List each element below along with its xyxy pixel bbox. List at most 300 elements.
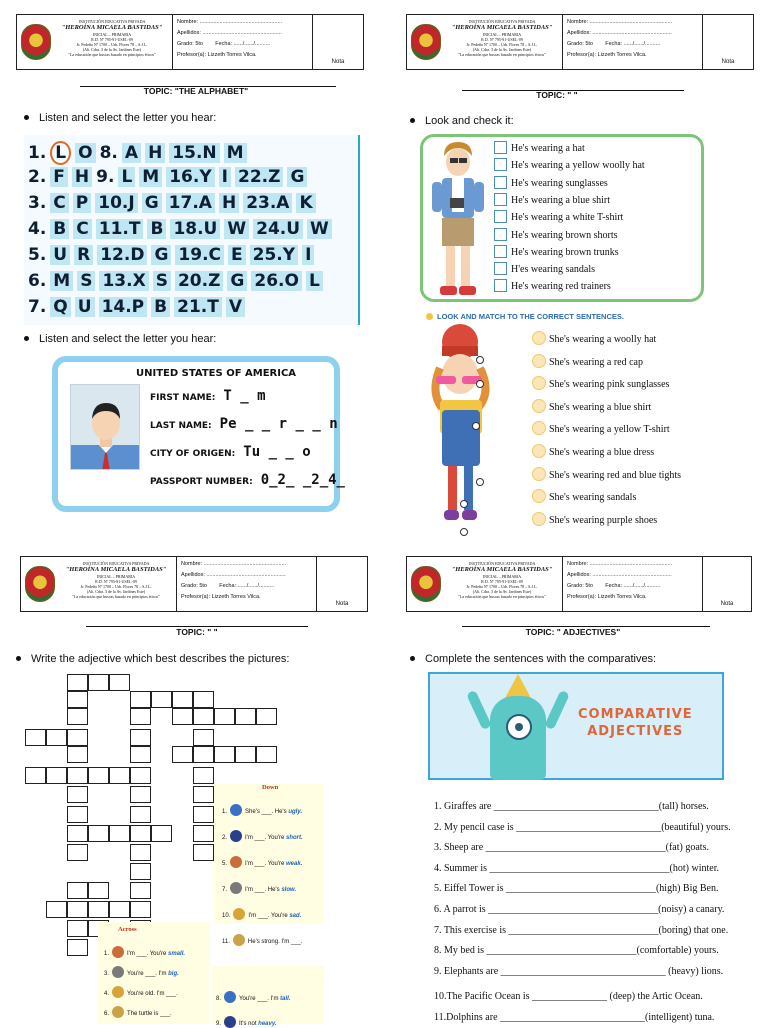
crossword-cell[interactable] bbox=[130, 806, 151, 823]
clue-number: 8. bbox=[216, 996, 222, 1002]
checkbox-icon[interactable] bbox=[494, 141, 507, 154]
crossword-cell[interactable] bbox=[67, 882, 88, 899]
monster-arm-left bbox=[466, 690, 492, 730]
crossword-cell[interactable] bbox=[67, 806, 88, 823]
crossword-cell[interactable] bbox=[46, 901, 67, 918]
down-clue bbox=[222, 804, 302, 816]
match-circle-icon[interactable] bbox=[532, 467, 546, 481]
checkbox-icon[interactable] bbox=[494, 228, 507, 241]
crossword-cell[interactable] bbox=[235, 708, 256, 725]
grado-fecha-row bbox=[567, 583, 698, 594]
letter-option[interactable]: O bbox=[75, 143, 95, 163]
match-item[interactable] bbox=[532, 399, 651, 413]
comparative-sentence[interactable]: 10.The Pacific Ocean is _______________ (deep) the Artic Ocean. bbox=[434, 991, 703, 1003]
clue-text: I'm ___. You're bbox=[248, 913, 290, 919]
clue-text: You're old. I'm ___. bbox=[127, 991, 178, 997]
school-name: "HEROÍNA MICAELA BASTIDAS" bbox=[61, 24, 163, 31]
checkbox-icon[interactable] bbox=[494, 176, 507, 189]
apellidos-field[interactable]: Apellidos: .................................................... bbox=[177, 30, 282, 36]
clue-text: It's not bbox=[239, 1021, 259, 1027]
match-circle-icon[interactable] bbox=[532, 376, 546, 390]
instruction-passport bbox=[24, 333, 216, 345]
instruction-check bbox=[410, 115, 514, 127]
match-circle-icon[interactable] bbox=[532, 421, 546, 435]
letter-option[interactable]: A bbox=[122, 143, 141, 163]
comparative-banner bbox=[428, 672, 724, 780]
check-item[interactable] bbox=[494, 245, 619, 258]
check-item[interactable] bbox=[494, 193, 610, 206]
grado-fecha-row bbox=[181, 583, 312, 594]
crossword-cell[interactable] bbox=[67, 691, 88, 708]
letter-option[interactable]: I bbox=[219, 167, 231, 187]
letter-option[interactable]: 10.J bbox=[95, 193, 137, 213]
bullet-icon bbox=[410, 656, 415, 661]
letter-option[interactable]: M bbox=[224, 143, 247, 163]
crossword-cell[interactable] bbox=[172, 691, 193, 708]
letter-option[interactable]: 26.O bbox=[251, 271, 302, 291]
city-label: CITY OF ORIGEN: bbox=[150, 449, 236, 459]
fecha-field[interactable]: Fecha: ....../....../.......... bbox=[605, 583, 661, 589]
across-clue bbox=[216, 1016, 277, 1028]
first-name-row bbox=[150, 388, 266, 404]
comparative-sentence[interactable]: 2. My pencil case is _____________________________(beautiful) yours. bbox=[434, 821, 731, 833]
match-circle-icon[interactable] bbox=[532, 354, 546, 368]
first-name-value[interactable]: T _ m bbox=[223, 388, 266, 404]
match-item-label: She's wearing red and blue tights bbox=[549, 469, 682, 481]
comparative-sentence[interactable]: 6. A parrot is __________________________________(noisy) a canary. bbox=[434, 904, 725, 915]
match-dot[interactable] bbox=[472, 422, 480, 430]
student-fields bbox=[177, 557, 317, 611]
first-name-label: FIRST NAME: bbox=[150, 393, 216, 403]
clue-word: heavy. bbox=[258, 1021, 277, 1027]
crossword-cell[interactable] bbox=[109, 767, 130, 784]
instruction-alphabet bbox=[24, 112, 216, 124]
letter-option[interactable]: L bbox=[306, 271, 323, 291]
nombre-field[interactable]: Nombre: ...................................................... bbox=[181, 561, 287, 567]
city-row bbox=[150, 444, 311, 460]
checkbox-icon[interactable] bbox=[494, 279, 507, 292]
letter-option[interactable]: B bbox=[147, 219, 166, 239]
crossword-cell[interactable] bbox=[109, 825, 130, 842]
nota-label: Nota bbox=[331, 59, 345, 65]
letter-option[interactable]: C bbox=[73, 219, 91, 239]
bullet-icon bbox=[16, 656, 21, 661]
match-circle-icon[interactable] bbox=[532, 489, 546, 503]
crossword-cell[interactable] bbox=[109, 674, 130, 691]
letter-option[interactable]: H bbox=[72, 167, 92, 187]
fecha-field[interactable]: Fecha: ....../....../.......... bbox=[219, 583, 275, 589]
clue-text: I'm ___. He's bbox=[245, 887, 282, 893]
crossword-cell[interactable] bbox=[67, 825, 88, 842]
check-item-label: He's wearing sunglasses bbox=[511, 177, 608, 189]
match-dot[interactable] bbox=[460, 500, 468, 508]
crossword-cell[interactable] bbox=[193, 786, 214, 803]
crossword-cell[interactable] bbox=[151, 691, 172, 708]
crossword-cell[interactable] bbox=[46, 767, 67, 784]
crossword-cell[interactable] bbox=[193, 729, 214, 746]
crossword-cell[interactable] bbox=[130, 882, 151, 899]
bullet-icon bbox=[24, 336, 29, 341]
crossword-cell[interactable] bbox=[67, 786, 88, 803]
grado-label: Grado: 5to bbox=[181, 583, 207, 589]
letter-option[interactable]: 19.C bbox=[175, 245, 224, 265]
crossword-cell[interactable] bbox=[130, 825, 151, 842]
clue-number: 5. bbox=[222, 861, 228, 867]
comparative-sentence[interactable]: 5. Eiffel Tower is ______________________________(high) Big Ben. bbox=[434, 883, 719, 895]
school-type: INSTITUCIÓN EDUCATIVA PRIVADA bbox=[468, 19, 536, 24]
clue-number: 1. bbox=[222, 809, 228, 815]
checkbox-icon[interactable] bbox=[494, 210, 507, 223]
school-motto: "La educación que buscas basado en principios éticos" bbox=[458, 594, 546, 599]
check-item[interactable] bbox=[494, 262, 595, 275]
letter-option[interactable]: G bbox=[151, 245, 171, 265]
check-item[interactable] bbox=[494, 141, 585, 154]
letter-option[interactable]: Q bbox=[50, 297, 70, 317]
down-title: Down bbox=[262, 784, 279, 791]
school-address: Jr. Pedeña Nº 1700 – Urb. Flores 78 – S.J.L. bbox=[80, 584, 152, 589]
alphabet-grid bbox=[24, 135, 360, 325]
letter-option[interactable]: U bbox=[50, 245, 70, 265]
across-clue bbox=[216, 991, 290, 1003]
nota-label: Nota bbox=[720, 601, 734, 607]
bullet-icon bbox=[410, 118, 415, 123]
match-item[interactable] bbox=[532, 421, 670, 435]
letter-option[interactable]: B bbox=[50, 219, 69, 239]
down-clue bbox=[222, 882, 296, 894]
check-item[interactable] bbox=[494, 210, 623, 223]
match-item[interactable] bbox=[532, 467, 681, 481]
crossword-cell[interactable] bbox=[130, 767, 151, 784]
city-value[interactable]: Tu _ _ o bbox=[243, 444, 311, 460]
comparative-sentence[interactable]: 9. Elephants are _________________________________ (heavy) lions. bbox=[434, 965, 724, 977]
comparative-sentence[interactable]: 7. This exercise is ______________________________(boring) that one. bbox=[434, 924, 729, 936]
profesor-label: Profesor(a): Lizzeth Torres Vilca. bbox=[181, 594, 261, 600]
checkbox-icon[interactable] bbox=[494, 245, 507, 258]
comparative-sentence[interactable]: 1. Giraffes are _________________________________(tall) horses. bbox=[434, 801, 709, 812]
school-levels: INICIAL – PRIMARIA bbox=[92, 32, 132, 37]
row-number: 1. bbox=[28, 143, 47, 163]
topic-alphabet: TOPIC: "THE ALPHABET" bbox=[143, 86, 249, 96]
person-icon bbox=[71, 385, 140, 470]
clue-text: I'm ___. You're bbox=[245, 835, 287, 841]
crossword-cell[interactable] bbox=[67, 674, 88, 691]
nota-box[interactable] bbox=[703, 557, 751, 611]
passport-photo bbox=[70, 384, 140, 470]
clue-word: big. bbox=[168, 971, 179, 977]
profesor-label: Profesor(a): Lizzeth Torres Vilca. bbox=[177, 52, 257, 58]
crossword-cell[interactable] bbox=[130, 746, 151, 763]
crossword-cell[interactable] bbox=[88, 767, 109, 784]
crossword-cell[interactable] bbox=[130, 863, 151, 880]
letter-option[interactable]: W bbox=[307, 219, 332, 239]
crossword-cell[interactable] bbox=[193, 767, 214, 784]
letter-option[interactable]: H bbox=[219, 193, 239, 213]
last-name-label: LAST NAME: bbox=[150, 421, 212, 431]
school-levels: INICIAL – PRIMARIA bbox=[482, 574, 522, 579]
letter-option[interactable]: G bbox=[287, 167, 307, 187]
letter-option[interactable]: W bbox=[224, 219, 249, 239]
crossword-cell[interactable] bbox=[151, 825, 172, 842]
letter-option[interactable]: M bbox=[50, 271, 73, 291]
check-item[interactable] bbox=[494, 228, 618, 241]
nota-box[interactable] bbox=[317, 557, 367, 611]
letter-option[interactable]: M bbox=[139, 167, 162, 187]
clue-number: 11. bbox=[222, 939, 230, 945]
clue-picture-icon bbox=[230, 830, 242, 842]
nombre-field[interactable]: Nombre: ...................................................... bbox=[567, 19, 673, 25]
crossword-cell[interactable] bbox=[67, 708, 88, 725]
crossword-cell[interactable] bbox=[193, 825, 214, 842]
apellidos-field[interactable]: Apellidos: .................................................... bbox=[567, 572, 672, 578]
letter-option[interactable]: 13.X bbox=[99, 271, 148, 291]
clue-number: 1. bbox=[104, 951, 110, 957]
school-address: Jr. Pedeña Nº 1700 – Urb. Flores 78 – S.J.L. bbox=[76, 42, 148, 47]
school-rd: R.D. Nº 795-91-USEL-09 bbox=[91, 37, 133, 42]
letter-option[interactable]: I bbox=[302, 245, 314, 265]
crossword-cell[interactable] bbox=[88, 901, 109, 918]
crossword-cell[interactable] bbox=[130, 691, 151, 708]
match-item-label: She's wearing sandals bbox=[549, 492, 637, 504]
check-item-label: He's wearing a hat bbox=[511, 143, 585, 154]
crossword-cell[interactable] bbox=[88, 825, 109, 842]
check-item-label: He's wearing brown shorts bbox=[511, 229, 618, 241]
crossword-cell[interactable] bbox=[193, 806, 214, 823]
crossword-cell[interactable] bbox=[67, 939, 88, 956]
letter-option[interactable]: 21.T bbox=[174, 297, 222, 317]
school-info bbox=[407, 15, 563, 69]
apellidos-field[interactable]: Apellidos: .................................................... bbox=[181, 572, 286, 578]
profesor-label: Profesor(a): Lizzeth Torres Vilca. bbox=[567, 52, 647, 58]
school-rd: R.D. Nº 795-91-USEL-09 bbox=[481, 579, 523, 584]
crossword-cell[interactable] bbox=[88, 674, 109, 691]
crossword-cell[interactable] bbox=[130, 786, 151, 803]
match-item[interactable] bbox=[532, 354, 643, 368]
instruction-text: Write the adjective which best describes the pictures: bbox=[31, 653, 290, 665]
checkbox-icon[interactable] bbox=[494, 262, 507, 275]
crossword-cell[interactable] bbox=[67, 920, 88, 937]
crossword-cell[interactable] bbox=[130, 708, 151, 725]
check-item[interactable] bbox=[494, 176, 608, 189]
crossword-cell[interactable] bbox=[67, 901, 88, 918]
letter-option[interactable]: L bbox=[118, 167, 135, 187]
letter-option[interactable]: B bbox=[151, 297, 170, 317]
clue-text: You're ___. I'm bbox=[127, 971, 169, 977]
crossword-cell[interactable] bbox=[130, 901, 151, 918]
letter-option[interactable]: 17.A bbox=[166, 193, 215, 213]
crossword-cell[interactable] bbox=[88, 882, 109, 899]
across-clue bbox=[104, 986, 178, 998]
nombre-field[interactable]: Nombre: ...................................................... bbox=[177, 19, 283, 25]
crossword-cell[interactable] bbox=[25, 767, 46, 784]
crossword-cell[interactable] bbox=[130, 729, 151, 746]
letter-option[interactable]: 11.T bbox=[96, 219, 144, 239]
letter-option[interactable]: H bbox=[145, 143, 165, 163]
letter-option[interactable]: R bbox=[74, 245, 93, 265]
letter-option[interactable]: G bbox=[227, 271, 247, 291]
crossword-cell[interactable] bbox=[172, 708, 193, 725]
crossword-cell[interactable] bbox=[67, 746, 88, 763]
across-clue bbox=[104, 946, 185, 958]
bullet-icon bbox=[24, 115, 29, 120]
clue-picture-icon bbox=[230, 856, 242, 868]
letter-option[interactable]: F bbox=[50, 167, 68, 187]
check-item[interactable] bbox=[494, 158, 645, 171]
fecha-field[interactable]: Fecha: ....../....../.......... bbox=[215, 41, 271, 47]
school-type: INSTITUCIÓN EDUCATIVA PRIVADA bbox=[82, 561, 150, 566]
clue-word: weak. bbox=[286, 861, 303, 867]
match-circle-icon[interactable] bbox=[532, 331, 546, 345]
grado-label: Grado: 5to bbox=[567, 583, 593, 589]
clue-picture-icon bbox=[224, 991, 236, 1003]
nota-label: Nota bbox=[721, 59, 735, 65]
across-title: Across bbox=[118, 926, 137, 933]
letter-option[interactable]: L bbox=[50, 141, 71, 165]
letter-option[interactable]: 24.U bbox=[253, 219, 303, 239]
crossword-cell[interactable] bbox=[193, 691, 214, 708]
clue-picture-icon bbox=[233, 908, 245, 920]
crossword-cell[interactable] bbox=[109, 901, 130, 918]
clue-word: sad. bbox=[289, 913, 302, 919]
school-info bbox=[17, 15, 173, 69]
letter-option[interactable]: 22.Z bbox=[235, 167, 283, 187]
match-dot[interactable] bbox=[476, 356, 484, 364]
apellidos-field[interactable]: Apellidos: .................................................... bbox=[567, 30, 672, 36]
clue-picture-icon bbox=[112, 946, 124, 958]
school-type: INSTITUCIÓN EDUCATIVA PRIVADA bbox=[468, 561, 536, 566]
down-clue bbox=[222, 856, 302, 868]
letter-option[interactable]: K bbox=[296, 193, 315, 213]
row-number: 9. bbox=[96, 167, 115, 187]
banner-line2: ADJECTIVES bbox=[587, 724, 684, 739]
row-number: 6. bbox=[28, 271, 47, 291]
crossword-cell[interactable] bbox=[193, 708, 214, 725]
checkbox-icon[interactable] bbox=[494, 193, 507, 206]
clue-number: 3. bbox=[104, 971, 110, 977]
crossword-cell[interactable] bbox=[67, 844, 88, 861]
alphabet-row bbox=[28, 245, 318, 271]
school-name: "HEROÍNA MICAELA BASTIDAS" bbox=[451, 566, 553, 573]
down-clue bbox=[222, 830, 303, 842]
row-number: 4. bbox=[28, 219, 47, 239]
match-item[interactable] bbox=[532, 489, 636, 503]
clue-word: small. bbox=[168, 951, 186, 957]
clue-text: She's ___. He's bbox=[245, 809, 289, 815]
match-dot[interactable] bbox=[476, 380, 484, 388]
row-number: 5. bbox=[28, 245, 47, 265]
nota-box[interactable] bbox=[703, 15, 753, 69]
banner-line1: COMPARATIVE bbox=[578, 707, 693, 722]
letter-option[interactable]: S bbox=[153, 271, 171, 291]
school-crest-icon bbox=[21, 24, 51, 60]
match-circle-icon[interactable] bbox=[532, 399, 546, 413]
clue-picture-icon bbox=[230, 804, 242, 816]
crossword-cell[interactable] bbox=[25, 729, 46, 746]
crossword-cell[interactable] bbox=[67, 767, 88, 784]
match-circle-icon[interactable] bbox=[532, 444, 546, 458]
nombre-field[interactable]: Nombre: ...................................................... bbox=[567, 561, 673, 567]
school-address2: (Alt. Cdra. 3 de la Av. Jardines Este) bbox=[82, 47, 142, 52]
crossword-cell[interactable] bbox=[130, 844, 151, 861]
letter-option[interactable]: C bbox=[50, 193, 68, 213]
school-crest-icon bbox=[411, 566, 441, 602]
comparative-sentence[interactable]: 11.Dolphins are _____________________________(intelligent) tuna. bbox=[434, 1012, 715, 1023]
letter-option[interactable]: 23.A bbox=[243, 193, 292, 213]
check-item[interactable] bbox=[494, 279, 611, 292]
letter-option[interactable]: 12.D bbox=[97, 245, 147, 265]
instruction-text: Listen and select the letter you hear: bbox=[39, 112, 217, 124]
row-number: 7. bbox=[28, 297, 47, 317]
instruction-text: Complete the sentences with the comparatives: bbox=[425, 653, 657, 665]
passport-number-value[interactable]: 0_2_ _2_4_ bbox=[260, 472, 345, 488]
school-address2: (Alt. Cdra. 3 de la Av. Jardines Este) bbox=[472, 47, 532, 52]
school-levels: INICIAL – PRIMARIA bbox=[96, 574, 136, 579]
comparative-sentence[interactable]: 8. My bed is ______________________________(comfortable) yours. bbox=[434, 945, 719, 957]
row-number: 2. bbox=[28, 167, 47, 187]
crossword-cell[interactable] bbox=[214, 708, 235, 725]
last-name-value[interactable]: Pe _ _ r _ _ n bbox=[219, 416, 338, 432]
letter-option[interactable]: 15.N bbox=[169, 143, 219, 163]
letter-option[interactable]: S bbox=[77, 271, 95, 291]
school-address: Jr. Pedeña Nº 1700 – Urb. Flores 78 – S.J.L. bbox=[466, 584, 538, 589]
clue-picture-icon bbox=[224, 1016, 236, 1028]
letter-option[interactable]: P bbox=[73, 193, 91, 213]
match-item[interactable] bbox=[532, 331, 656, 345]
crossword-cell[interactable] bbox=[193, 844, 214, 861]
check-item-label: He's wearing brown trunks bbox=[511, 246, 619, 258]
crossword-cell[interactable] bbox=[235, 746, 256, 763]
checkbox-icon[interactable] bbox=[494, 158, 507, 171]
school-header bbox=[20, 556, 368, 612]
match-item[interactable] bbox=[532, 444, 654, 458]
clue-number: 7. bbox=[222, 887, 228, 893]
clue-text: I'm ___. You're bbox=[245, 861, 287, 867]
match-title-text: LOOK AND MATCH TO THE CORRECT SENTENCES. bbox=[437, 312, 624, 321]
letter-option[interactable]: 20.Z bbox=[175, 271, 223, 291]
clue-number: 6. bbox=[104, 1011, 110, 1017]
crossword-cell[interactable] bbox=[172, 746, 193, 763]
crossword-cell[interactable] bbox=[193, 746, 214, 763]
school-motto: "La educación que buscas basado en principios éticos" bbox=[68, 52, 156, 57]
crossword-cell[interactable] bbox=[256, 708, 277, 725]
clue-text: The turtle is ___. bbox=[127, 1011, 172, 1017]
grado-fecha-row bbox=[567, 41, 698, 52]
letter-option[interactable]: 18.U bbox=[170, 219, 220, 239]
comparative-sentence[interactable]: 3. Sheep are ____________________________________(fat) goats. bbox=[434, 842, 709, 854]
crossword-cell[interactable] bbox=[67, 729, 88, 746]
match-dot[interactable] bbox=[476, 478, 484, 486]
passport-number-row bbox=[150, 472, 345, 488]
crossword-cell[interactable] bbox=[256, 746, 277, 763]
letter-option[interactable]: 25.Y bbox=[250, 245, 298, 265]
letter-option[interactable]: 16.Y bbox=[166, 167, 214, 187]
letter-option[interactable]: 14.P bbox=[99, 297, 148, 317]
crossword-cell[interactable] bbox=[46, 729, 67, 746]
letter-option[interactable]: U bbox=[75, 297, 95, 317]
match-item[interactable] bbox=[532, 376, 669, 390]
check-item-label: He's wearing red trainers bbox=[511, 281, 611, 293]
alphabet-row bbox=[28, 167, 311, 193]
match-item-label: She's wearing a yellow T-shirt bbox=[549, 424, 670, 436]
nota-box[interactable] bbox=[313, 15, 363, 69]
grado-fecha-row bbox=[177, 41, 308, 52]
fecha-field[interactable]: Fecha: ....../....../.......... bbox=[605, 41, 661, 47]
comparative-sentence[interactable]: 4. Summer is ____________________________________(hot) winter. bbox=[434, 862, 719, 874]
letter-option[interactable]: E bbox=[228, 245, 246, 265]
crossword-cell[interactable] bbox=[214, 746, 235, 763]
letter-option[interactable]: G bbox=[142, 193, 162, 213]
banner-title bbox=[578, 706, 693, 740]
letter-option[interactable]: V bbox=[226, 297, 245, 317]
